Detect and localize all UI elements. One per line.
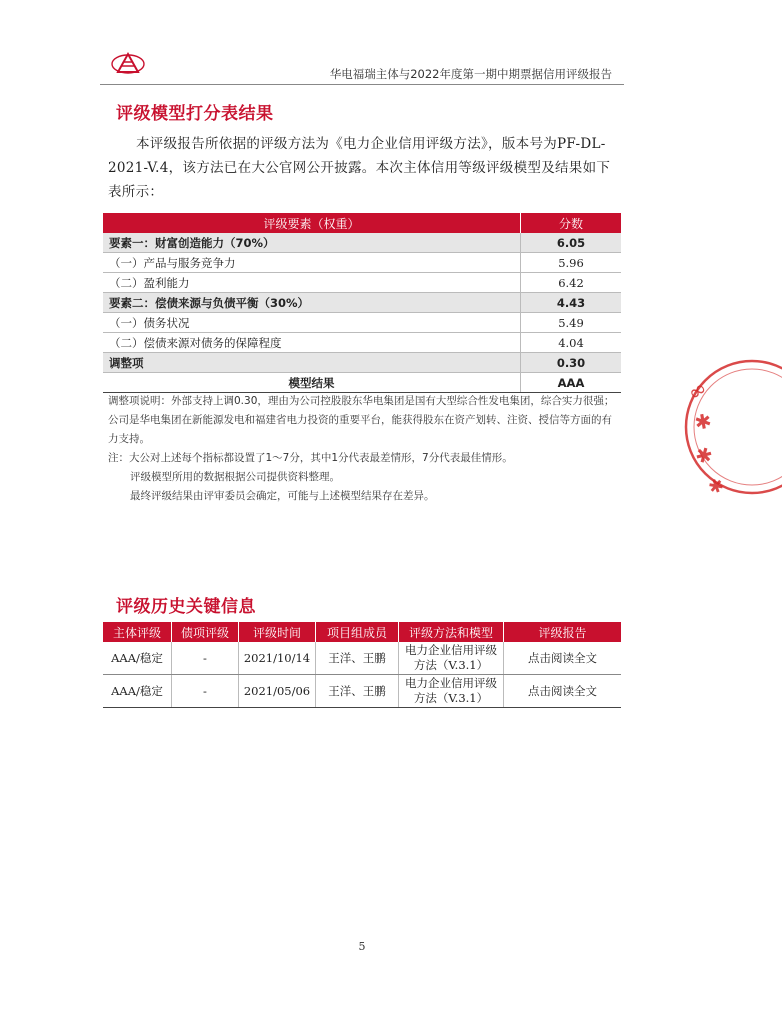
row-score: 6.42 (521, 273, 622, 293)
history-header-issue: 债项评级 (172, 622, 239, 642)
table-row-result (103, 373, 621, 393)
table-row (103, 675, 621, 708)
row-score: 0.30 (521, 353, 622, 373)
row-label: （二）盈利能力 (103, 273, 521, 293)
score-header-score: 分数 (521, 213, 622, 233)
history-entity: AAA/稳定 (103, 642, 172, 675)
row-label: 要素一：财富创造能力（70%） (103, 233, 521, 253)
history-members: 王洋、王鹏 (316, 675, 399, 708)
row-label: （二）偿债来源对债务的保障程度 (103, 333, 521, 353)
history-members: 王洋、王鹏 (316, 642, 399, 675)
history-entity: AAA/稳定 (103, 675, 172, 708)
row-label: 调整项 (103, 353, 521, 373)
table-row (103, 253, 621, 273)
note-3: 最终评级结果由评审委员会确定，可能与上述模型结果存在差异。 (130, 490, 435, 502)
row-score: 5.96 (521, 253, 622, 273)
table-row (103, 233, 621, 253)
header-divider (100, 84, 624, 85)
history-header-date: 评级时间 (239, 622, 316, 642)
svg-text:✱: ✱ (702, 473, 728, 500)
row-score: AAA (521, 373, 622, 393)
history-header-report: 评级报告 (504, 622, 622, 642)
row-label: 模型结果 (103, 373, 521, 393)
score-header-factor: 评级要素（权重） (103, 213, 521, 233)
seal-stamp (672, 352, 782, 502)
header-title: 华电福瑞主体与2022年度第一期中期票据信用评级报告 (329, 67, 612, 81)
intro-text: 本评级报告所依据的评级方法为《电力企业信用评级方法》，版本号为PF-DL-2021-V.4，该方法已在大公官网公开披露。本次主体信用等级评级模型及结果如下表所示： (108, 136, 611, 200)
history-report-link[interactable]: 点击阅读全文 (504, 675, 622, 708)
table-row (103, 273, 621, 293)
history-date: 2021/10/14 (239, 642, 316, 675)
history-header-members: 项目组成员 (316, 622, 399, 642)
intro-paragraph (108, 132, 618, 204)
history-issue: - (172, 675, 239, 708)
page-number: 5 (358, 940, 366, 953)
company-logo (110, 50, 146, 76)
table-row (103, 333, 621, 353)
row-score: 5.49 (521, 313, 622, 333)
svg-text:✱: ✱ (692, 441, 716, 470)
section-title-model: 评级模型打分表结果 (116, 104, 274, 124)
svg-text:∞: ∞ (683, 375, 713, 407)
history-issue: - (172, 642, 239, 675)
score-table-header (103, 213, 621, 233)
row-score: 4.43 (521, 293, 622, 313)
history-report-link[interactable]: 点击阅读全文 (504, 642, 622, 675)
history-table (103, 622, 621, 708)
table-row (103, 353, 621, 373)
history-table-header (103, 622, 621, 642)
note-1: 注：大公对上述每个指标都设置了1～7分，其中1分代表最差情形，7分代表最佳情形。 (108, 452, 513, 464)
score-table (103, 213, 621, 393)
row-label: 要素二：偿债来源与负债平衡（30%） (103, 293, 521, 313)
history-header-entity: 主体评级 (103, 622, 172, 642)
history-header-method: 评级方法和模型 (399, 622, 504, 642)
history-date: 2021/05/06 (239, 675, 316, 708)
table-row (103, 642, 621, 675)
history-method: 电力企业信用评级方法（V.3.1） (399, 642, 504, 675)
row-label: （一）债务状况 (103, 313, 521, 333)
table-row (103, 293, 621, 313)
table-notes (108, 392, 620, 506)
row-label: （一）产品与服务竞争力 (103, 253, 521, 273)
svg-text:✱: ✱ (692, 408, 714, 435)
note-2: 评级模型所用的数据根据公司提供资料整理。 (130, 471, 340, 483)
section-title-history: 评级历史关键信息 (116, 597, 256, 617)
history-method: 电力企业信用评级方法（V.3.1） (399, 675, 504, 708)
row-score: 4.04 (521, 333, 622, 353)
table-row (103, 313, 621, 333)
row-score: 6.05 (521, 233, 622, 253)
adjust-note: 调整项说明：外部支持上调0.30，理由为公司控股股东华电集团是国有大型综合性发电集团，综合实力很强；公司是华电集团在新能源发电和福建省电力投资的重要平台，能获得股东在资产划转、注资、授信等方面的有力支持。 (108, 395, 615, 445)
